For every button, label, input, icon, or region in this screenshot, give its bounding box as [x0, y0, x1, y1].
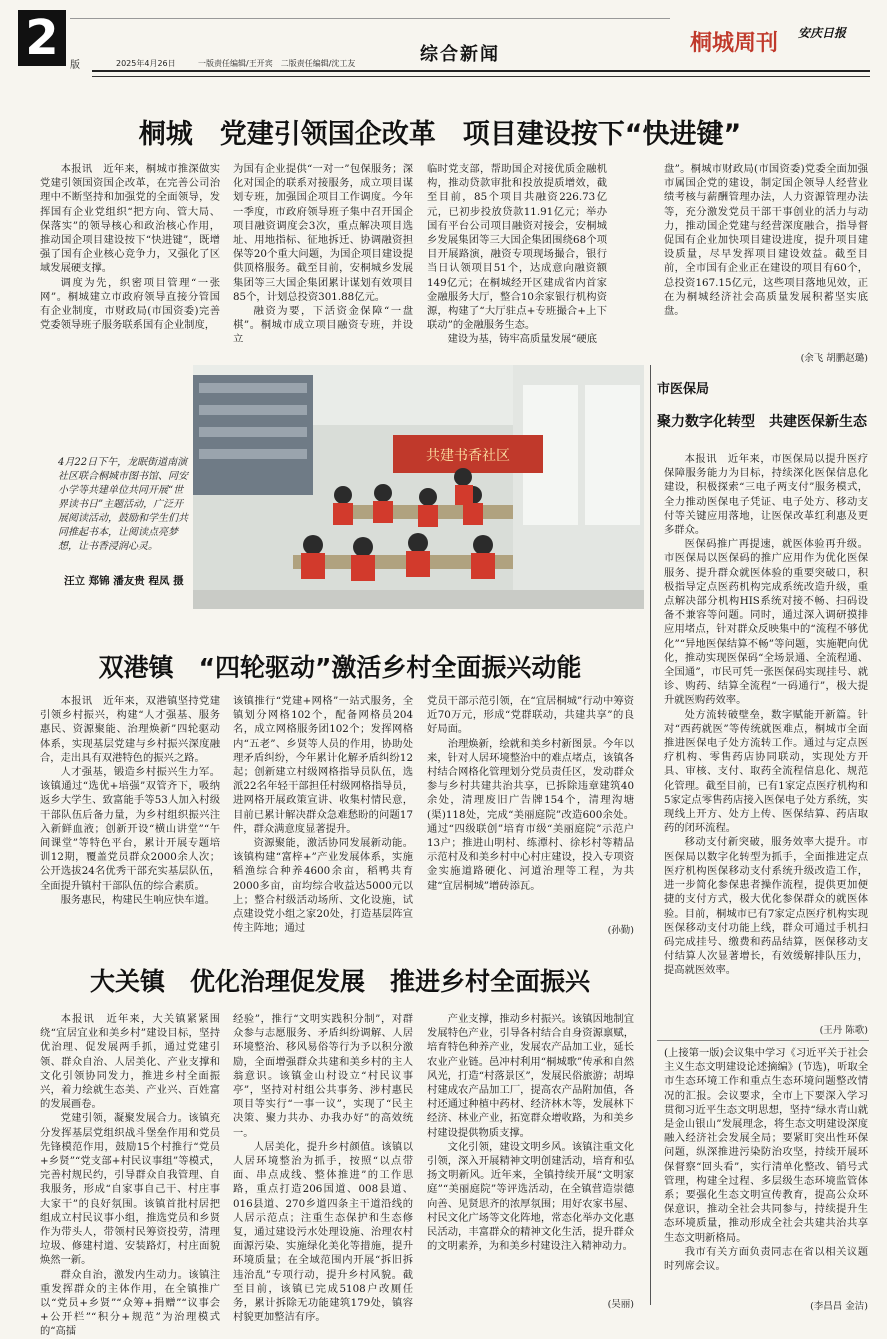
article2-col3b-text: 治理焕新，绘就和美乡村新图景。今年以来，针对人居环境整治中的难点堵点，该镇各村结合网格化管理划分党员责任区，发动群众参与乡村共建共治共享，已拆除违章建筑40余处，清理废旧广告牌154个，清理沟塘(渠)118处，完成“美丽庭院”改造600余处。通过“四级联创”培育市级“美丽庭院”示范户13户；推进山明村、练潭村、徐杉村等精品示范村及和美乡村中心村庄建设，投入专项资金实施道路硬化、河道治理等工程，为共建“宜居桐城”增砖添瓦。: [427, 737, 634, 892]
article2-col3: [427, 694, 634, 926]
continued-text: (上接第一版)会议集中学习《习近平关于社会主义生态文明建设论述摘编》(节选)，听取全市生态环境工作和重点生态环境问题整改情况的汇报。会议要求，全市上下要深入学习贯彻习近平生态文明思想，坚持“绿水青山就是金山银山”发展理念，将生态文明建设深度融入经济社会发展全局；要紧盯突出性环保问题，纵深推进污染防治攻坚，持续开展环保督察“回头看”，实行清单化整改、销号式管理，构建全过程、多层级生态环境监管体系；要强化生态文明宣传教育，提高公众环保意识，推动全社会共同参与，持续提升生态环境质量，推动形成全社会共建共治共享生态文明新格局。: [664, 1047, 868, 1244]
article1-col3: [427, 162, 607, 358]
sidebar-p4: 移动支付新突破，服务效率大提升。市医保局以数字化转型为抓手，全面推进定点医疗机构医保移动支付系统升级改造工作，进一步简化参保患者操作流程，提供更加便捷的支付方式，极大优化参保群众的就医体验。目前，桐城市已有7家定点医疗机构实现医保移动支付功能上线，群众可通过手机扫码完成挂号、缴费和药品结算，医保移动支付结算人次显著增长，有效缓解排队压力，提高就医效率。: [664, 836, 868, 977]
page-suffix: 版: [70, 60, 80, 71]
library-reading-scene: [193, 365, 644, 609]
article3-col1b-text: 党建引领，凝聚发展合力。该镇充分发挥基层党组织战斗堡垒作用和党员先锋模范作用，鼓励15个村推行“党员+乡贤”“党支部+村民议事组”等模式，完善村规民约，引导群众自我管理、自我服务，形成“自家事自己干、村庄事大家干”的良好氛围。该镇首批村居把组成立村民议事小组，推选党员和乡贤作为带头人，带领村民筹资投劳，清理垃圾、修建村道、安装路灯，村庄面貌焕然一新。: [40, 1112, 220, 1267]
article3-col3b-text: 文化引领，建设文明乡风。该镇注重文化引领，深入开展精神文明创建活动，培育和弘扬文明新风。近年来，全镇持续开展“文明家庭”“美丽庭院”等评选活动，在全镇营造崇德向善、见贤思齐的浓厚氛围；用好农家书屋、村民文化广场等文化阵地，常态化举办文化惠民活动，丰富群众的精神文化生活，提升群众的文明素养，为和美乡村建设注入精神动力。: [427, 1140, 634, 1253]
article1-col2b-text: 融资为要，下活资金保障“一盘棋”。桐城市成立项目融资专班，并设立: [233, 305, 413, 346]
article1-col3-text: 临时党支部，帮助国企对接优质金融机构，推动贷款审批和投放提质增效，截至目前，85个项目共融资226.73亿元，已初步投放贷款11.91亿元；举办国有平台公司项目融资对接会，安桐城乡发展集团等三大国企集团围绕68个项目开展路演，融资专项现场撮合，银行当日认领项目51个，达成意向融资额149亿元；在桐城经开区建成省内首家金融服务大厅，整合10余家银行机构资源，构建了“大厅驻点+专班撮合+上下联动”的金融服务生态。: [427, 163, 607, 332]
article2-col1-text: 本报讯 近年来，双港镇坚持党建引领乡村振兴，构建“人才强基、服务惠民、资源聚能、治理焕新”四轮驱动体系，实现基层党建与乡村振兴深度融合，走出具有双港特色的振兴之路。: [40, 695, 220, 764]
photo-credit: 汪立 郑锦 潘友贵 程凤 摄: [64, 575, 184, 587]
sidebar-divider: [657, 1040, 869, 1041]
library-photo: [193, 365, 644, 609]
article2-col1b-text: 人才强基，锻造乡村振兴生力军。该镇通过“选优+培强”双管齐下，吸纳返乡大学生、致富能手等53人加入村级干部队伍后备力量，为乡村组织振兴注入新鲜血液；创新开设“横山讲堂”“午间课堂”等特色平台，累计开展专题培训12期，覆盖党员群众2000余人次；公开选拔24名优秀干部充实基层队伍，全面提升镇村干部队伍的综合素质。: [40, 766, 220, 892]
sidebar-kicker: 市医保局: [657, 382, 710, 397]
sidebar-byline: (王丹 陈歌): [819, 1025, 868, 1036]
sidebar-header: [657, 378, 869, 431]
article1-col2: [233, 162, 413, 358]
article3-col3-text: 产业支撑，推动乡村振兴。该镇因地制宜发展特色产业，引导各村结合自身资源禀赋，培育特色种养产业，发展农产品加工业，延长农业产业链。邑冲村利用“桐城歌”传承和自然风光，打造“村落景区”，发展民俗旅游；胡埠村建成农产品加工厂，提高农产品附加值，各村还通过种植中药材、经济林木等，发展林下经济、林业产业，拓宽群众增收路，为和美乡村建设提供物质支撑。: [427, 1013, 634, 1139]
article2-col1: [40, 694, 220, 934]
sidebar-p3: 处方流转破壁垒，数字赋能开新篇。针对“西药就医”等传统就医难点，桐城市全面推进医保电子处方流转工作。通过与定点医疗机构、零售药店协同联动，实现处方开具、审核、支付、取药全流程信息化、规范化管理。截至目前，已有1家定点医疗机构和5家定点零售药店接入医保电子处方系统，实现线上开方、处方上传、医保结算、药店取药的闭环流程。: [664, 708, 868, 835]
issue-date: 2025年4月26日: [116, 59, 176, 68]
continued-byline: (李昌昌 金洁): [810, 1301, 868, 1312]
article2-col2: [233, 694, 413, 934]
photo-sign-text: 共建书香社区: [426, 448, 510, 464]
article2-col3-text: 党员干部示范引领，在“宜居桐城”行动中筹资近70万元，形成“党群联动，共建共享”的良好局面。: [427, 695, 634, 736]
article3-col1-text: 本报讯 近年来，大关镇紧紧围绕“宜居宜业和美乡村”建设目标，坚持优治理、促发展两手抓，通过党建引领、群众自治、人居美化、产业支撑和文化引领协同发力，推进乡村全面振兴，着力绘就生态美、产业兴、百姓富的发展画卷。: [40, 1013, 220, 1111]
sidebar-divider-line: [650, 365, 651, 1305]
article1-col1: [40, 162, 220, 358]
page-number: 2: [18, 10, 66, 66]
article3-byline: (吴丽): [607, 1299, 634, 1310]
article1-col2-text: 为国有企业提供“一对一”包保服务；深化对国企的联系对接服务，成立项目谋划专班，加强国企项目工作调度。今年一季度，市政府领导班子集中召开国企项目融资调度会3次，重点解决项目选址、用地指标、征地拆迁、协调融资担保等20个重大问题，为国企项目建设提供顶格服务。截至目前，安桐城乡发展集团等三大国企集团累计谋划有效项目85个，计划总投资301.88亿元。: [233, 163, 413, 303]
article3-col3: [427, 1012, 634, 1296]
article1-col1-text: 本报讯 近年来，桐城市推深做实党建引领国资国企改革，在完善公司治理中不断坚持和加强党的全面领导，发挥国有企业党组织“把方向、管大局、保落实”的领导核心和政治核心作用，推动国企项目建设按下“快进键”，既增强了国有企业核心竞争力，又强化了区域发展硬支撑。: [40, 163, 220, 275]
article3-col2: [233, 1012, 413, 1324]
paper-name: 安庆日报: [798, 26, 847, 40]
sidebar-title: 聚力数字化转型 共建医保新生态: [657, 414, 867, 430]
article2-title: 双港镇 “四轮驱动”激活乡村全面振兴动能: [98, 653, 582, 682]
masthead-rule-thin: [92, 76, 870, 77]
photo-caption: 4月22日下午，龙眠街道南演社区联合桐城市图书馆、同安小学等共建单位共同开展“世界读书日”主题活动，广泛开展阅读活动，鼓励和学生们共同推起书本，让阅读点亮梦想，让书香浸润心灵。: [58, 457, 188, 552]
article3-col2-text: 经验”，推行“文明实践积分制”，对群众参与志愿服务、矛盾纠纷调解、人居环境整治、移风易俗等行为予以积分激励，全面增强群众共建和美乡村的主人翁意识。该镇金山村设立“村民议事亭”，坚持对村组公共事务、涉村惠民项目等实行“一事一议”，实现了“民主决策、聚力共办、办我办好”的高效统一。: [233, 1013, 413, 1139]
sidebar-p1: 本报讯 近年来，市医保局以提升医疗保障服务能力为目标，持续深化医保信息化建设，积极探索“三电子两支付”服务模式，全力推动医保电子凭证、电子处方、移动支付等关键应用落地，让医保改革红利惠及更多群众。: [664, 453, 868, 537]
article3-title: 大关镇 优化治理促发展 推进乡村全面振兴: [89, 967, 590, 996]
article3-col1: [40, 1012, 220, 1338]
article1-col4: [664, 162, 868, 344]
supplement-name: 桐城周刊: [690, 31, 779, 56]
continued-text-2: 我市有关方面负责同志在省以相关议题时列席会议。: [664, 1245, 868, 1273]
article1-col3b-text: 建设为基，铸牢高质量发展“硬底: [447, 333, 598, 346]
article2-col2b-text: 资源聚能，激活协同发展新动能。该镇构建“富梓+”产业发展体系，实施稻渔综合种养4600余亩，稻鸭共育2000多亩，亩均综合收益达5000元以上；整合村级活动场所、文化设施，试点建设党小组之家20处，打造基层阵宣传主阵地；通过: [233, 837, 413, 935]
editors-line: 一版责任编辑/王开宾 二版责任编辑/沈工友: [198, 59, 356, 68]
article2-col1c-text: 服务惠民，构建民生响应快车道。: [60, 893, 216, 906]
article1-col1b-text: 调度为先，织密项目管理“一张网”。桐城建立市政府领导直接分管国有企业制度，市财政局(市国资委)完善党委领导班子服务联系国有企业制度，: [40, 276, 220, 332]
article3-col1c-text: 群众自治，激发内生动力。该镇注重发挥群众的主体作用，在全镇推广以“党员+乡贤”“众筹+捐赠”“议事会+公开栏”“积分+规范”为治理模式的“高擂: [40, 1268, 220, 1338]
continued-article: [664, 1046, 868, 1296]
sidebar-body: [664, 452, 868, 1030]
sidebar-p2: 医保码推广再提速，就医体验再升级。市医保局以医保码的推广应用作为优化医保服务、提升群众就医体验的重要突破口，积极指导定点医药机构完成系统改造升级，重点解决部分机构HIS系统对接不畅、扫码设备不兼容等问题。同时，通过深入调研摸排应用堵点，针对群众反映集中的“流程不够优化”“异地医保结算不畅”等问题，实施靶向优化，推动实现医保码“全场景通、全流程通、全国通”，市民可凭一张医保码实现挂号、就诊、购药、结算全流程“一码通行”，极大提升就医购药效率。: [664, 538, 868, 707]
article2-byline: (孙勤): [607, 925, 634, 936]
section-label: 综合新闻: [420, 44, 500, 65]
top-rule: [70, 18, 670, 19]
article3-col2b-text: 人居美化，提升乡村颜值。该镇以人居环境整治为抓手，按照“以点带面、串点成线、整体推进”的工作思路，重点打造206国道、008县道、016县道、270乡道四条主干道沿线的人居示范点；注重生态保护和生态修复，通过建设污水处理设施、治理农村面源污染、实施绿化美化等措施，提升环境质量；在全域范围内开展“拆旧拆违治乱”专项行动，提升乡村风貌。截至目前，该镇已完成5108户改厕任务，累计拆除无功能建筑179处，镇容村貌更加整洁有序。: [233, 1140, 413, 1324]
article1-col4-text: 盘”。桐城市财政局(市国资委)党委全面加强市属国企党的建设，制定国企领导人经营业绩考核与薪酬管理办法，人力资源管理办法等，充分激发党员干部干事创业的活力与动力，推动国企党建与经营深度融合，指导督促国有企业加快项目建设进度，提升项目建设质量，尽早发挥项目建设效益。截至目前，全市国有企业正在建设的项目有60个，总投资167.15亿元，这些项目落地见效，正在为桐城经济社会高质量发展积蓄坚实底盘。: [664, 163, 868, 318]
masthead-rule: [92, 70, 870, 72]
article1-title: 桐城 党建引领国企改革 项目建设按下“快进键”: [138, 119, 742, 150]
article1-byline: (余飞 胡鹏赵璐): [800, 353, 868, 364]
article2-col2-text: 该镇推行“党建+网格”一站式服务，全镇划分网格102个，配备网格员204名，成立网格服务团102个；发挥网格内“五老”、乡贤等人员的作用，协助处理矛盾纠纷，今年累计化解矛盾纠纷12起；创新建立村级网格指导员队伍，选派22名年轻干部担任村级网格指导员，进网格开展政策宣讲、收集村情民意，目前已累计解决群众急难愁盼的问题17件，群众满意度显著提升。: [233, 695, 413, 835]
